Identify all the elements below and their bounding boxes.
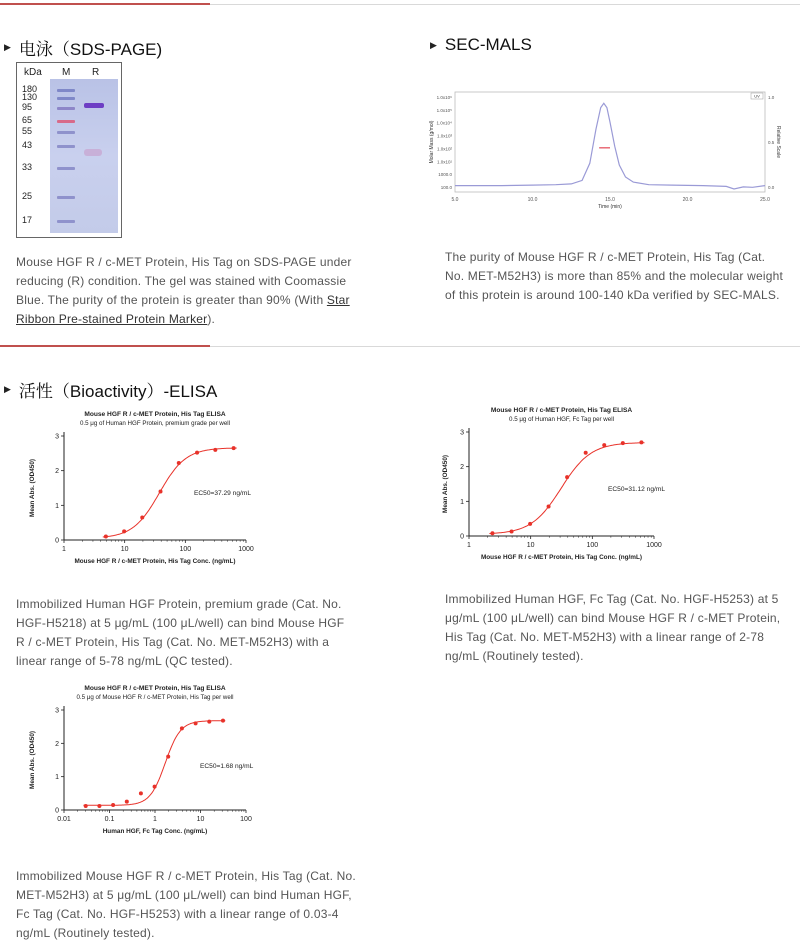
elisa3-y-tick-label: 0 xyxy=(55,807,59,815)
gel-marker-label: 95 xyxy=(22,102,33,112)
elisa2-data-point xyxy=(547,505,551,509)
gel-lane-label-m: M xyxy=(62,67,71,78)
elisa-chart-1 xyxy=(20,408,290,574)
elisa1-x-tick-label: 100 xyxy=(179,546,192,553)
elisa3-ec50-annotation: EC50=1.68 ng/mL xyxy=(200,763,254,770)
elisa3-y-tick-label: 2 xyxy=(55,740,59,748)
elisa3-x-tick-label: 1 xyxy=(153,816,157,823)
mid-divider xyxy=(210,346,800,347)
sec-mals-heading xyxy=(430,35,532,55)
sec-y-tick-label: 1.0x10¹ xyxy=(436,159,452,165)
elisa1-data-point xyxy=(122,529,126,533)
elisa3-x-tick-label: 0.01 xyxy=(57,816,71,823)
elisa2-data-point xyxy=(639,440,643,444)
elisa3-x-tick-label: 100 xyxy=(240,816,252,823)
elisa1-data-point xyxy=(159,489,163,493)
elisa2-data-point xyxy=(490,531,494,535)
elisa2-ec50-annotation: EC50=31.12 ng/mL xyxy=(608,486,666,493)
elisa3-y-axis-label: Mean Abs. (OD450) xyxy=(29,730,36,790)
top-accent-line xyxy=(0,3,210,5)
elisa1-y-tick-label: 2 xyxy=(55,468,59,476)
sec-mals-caption: The purity of Mouse HGF R / c-MET Protein, His Tag (Cat. No. MET-M52H3) is more than 85% and the molecular weight of this protein is around 100-140 kDa verified by SEC-MALS. xyxy=(445,250,784,302)
gel-marker-label: 130 xyxy=(22,92,38,102)
sec-x-tick-label: 10.0 xyxy=(527,197,538,203)
elisa-heading xyxy=(4,377,217,402)
elisa1-x-tick-label: 1000 xyxy=(238,546,254,553)
sds-page-title: 电泳（SDS-PAGE) xyxy=(18,40,163,59)
sec-y2-axis-label: Relative Scale xyxy=(775,126,781,158)
elisa2-x-tick-label: 1000 xyxy=(646,542,662,549)
elisa1-x-tick-label: 1 xyxy=(62,546,66,553)
gel-marker-label: 43 xyxy=(22,140,33,150)
elisa2-y-tick-label: 2 xyxy=(460,464,464,472)
sec-y-tick-label: 1.0x10² xyxy=(436,146,452,152)
elisa1-y-tick-label: 3 xyxy=(55,433,59,441)
mid-accent-line xyxy=(0,345,210,347)
gel-marker-band xyxy=(57,107,75,110)
gel-marker-band xyxy=(57,196,75,199)
elisa1-x-tick-label: 10 xyxy=(120,546,129,553)
sec-x-axis-label: Time (min) xyxy=(598,204,622,210)
elisa3-title: Mouse HGF R / c-MET Protein, His Tag ELISA xyxy=(84,685,226,692)
gel-marker-label: 25 xyxy=(22,191,33,201)
gel-marker-label: 33 xyxy=(22,162,33,172)
elisa3-data-point xyxy=(111,803,115,807)
elisa-title: 活性（Bioactivity）-ELISA xyxy=(18,382,218,401)
sec-mals-title: SEC-MALS xyxy=(444,35,532,54)
elisa1-y-tick-label: 0 xyxy=(55,537,59,545)
bullet-triangle-icon: ▶ xyxy=(4,384,11,394)
sec-x-tick-label: 20.0 xyxy=(682,197,693,203)
elisa-chart-2 xyxy=(436,404,706,570)
elisa3-x-axis-label: Human HGF, Fc Tag Conc. (ng/mL) xyxy=(102,828,208,835)
elisa2-y-tick-label: 0 xyxy=(460,533,464,541)
sds-caption-end: ). xyxy=(207,312,216,326)
sec-mals-chart xyxy=(425,82,780,212)
elisa1-y-axis-label: Mean Abs. (OD450) xyxy=(29,458,36,518)
gel-marker-label: 17 xyxy=(22,215,33,225)
sec-y-tick-label: 100.0 xyxy=(440,185,452,190)
elisa2-x-axis-label: Mouse HGF R / c-MET Protein, His Tag Conc. (ng/mL) xyxy=(480,554,643,561)
sds-gel-image xyxy=(16,62,122,238)
elisa1-y-tick-label: 1 xyxy=(55,502,59,510)
elisa3-subtitle: 0.5 μg of Mouse HGF R / c-MET Protein, His Tag per well xyxy=(76,694,234,701)
top-divider xyxy=(210,4,800,5)
sec-y-tick-label: 1.0x10⁵ xyxy=(436,107,452,113)
bullet-triangle-icon: ▶ xyxy=(430,39,437,50)
faint-band xyxy=(84,149,102,156)
sec-y2-tick-label: 1.0 xyxy=(768,95,775,100)
gel-marker-label: 55 xyxy=(22,126,33,136)
elisa2-data-point xyxy=(510,529,514,533)
gel-body xyxy=(50,79,118,233)
elisa2-y-axis-label: Mean Abs. (OD450) xyxy=(442,454,449,514)
elisa3-data-point xyxy=(207,720,211,724)
sec-y2-tick-label: 0.5 xyxy=(768,140,775,145)
sds-page-caption xyxy=(16,253,356,329)
reduced-sample-band xyxy=(84,103,104,108)
elisa3-data-point xyxy=(84,804,88,808)
sec-legend-label: UV xyxy=(754,93,760,99)
elisa-caption-3: Immobilized Mouse HGF R / c-MET Protein, His Tag (Cat. No. MET-M52H3) at 5 μg/mL (100 μL/well) can bind Human HGF, Fc Tag (Cat. No. HGF-H5253) with a linear range of 0.03-4 ng/mL (Routinely tested). xyxy=(16,869,356,940)
elisa2-subtitle: 0.5 μg of Human HGF, Fc Tag per well xyxy=(509,416,614,423)
elisa2-data-point xyxy=(602,443,606,447)
elisa2-title: Mouse HGF R / c-MET Protein, His Tag ELISA xyxy=(490,407,633,414)
elisa1-data-point xyxy=(140,515,144,519)
elisa-caption-2: Immobilized Human HGF, Fc Tag (Cat. No. HGF-H5253) at 5 μg/mL (100 μL/well) can bind Mouse HGF R / c-MET Protein, His Tag (Cat. No. MET-M52H3) with a linear range of 2-78 ng/mL (Routinely tested). xyxy=(445,592,781,663)
elisa1-data-point xyxy=(232,446,236,450)
gel-marker-band xyxy=(57,145,75,148)
elisa2-x-tick-label: 100 xyxy=(586,542,599,549)
gel-marker-band xyxy=(57,89,75,92)
elisa-chart-3 xyxy=(20,682,290,842)
elisa3-data-point xyxy=(153,785,157,789)
elisa1-subtitle: 0.5 μg of Human HGF Protein, premium grade per well xyxy=(79,420,231,427)
elisa1-data-point xyxy=(104,535,108,539)
sec-y-tick-label: 1.0x10⁶ xyxy=(436,95,452,100)
elisa1-data-point xyxy=(213,448,217,452)
elisa3-x-tick-label: 0.1 xyxy=(104,816,115,823)
elisa2-x-tick-label: 10 xyxy=(526,542,535,549)
elisa2-x-tick-label: 1 xyxy=(467,542,471,549)
elisa2-data-point xyxy=(584,451,588,455)
elisa1-data-point xyxy=(195,451,199,455)
sds-caption-text: Mouse HGF R / c-MET Protein, His Tag on SDS-PAGE under reducing (R) condition. The gel was stained with Coomassie Blue. The purity of the protein is greater than 90% (With xyxy=(16,255,352,307)
sec-x-tick-label: 25.0 xyxy=(760,197,770,203)
gel-marker-band xyxy=(57,220,75,223)
sds-page-heading xyxy=(4,35,162,60)
elisa3-data-point xyxy=(139,791,143,795)
gel-marker-band xyxy=(57,131,75,134)
elisa3-data-point xyxy=(125,800,129,804)
elisa3-y-tick-label: 3 xyxy=(55,707,59,715)
gel-unit-label: kDa xyxy=(24,67,42,78)
elisa1-x-axis-label: Mouse HGF R / c-MET Protein, His Tag Conc. (ng/mL) xyxy=(74,558,236,565)
elisa3-data-point xyxy=(97,804,101,808)
sec-y2-tick-label: 0.0 xyxy=(768,185,775,190)
sec-y-tick-label: 1.0x10⁴ xyxy=(436,120,452,126)
bullet-triangle-icon: ▶ xyxy=(4,42,11,52)
gel-marker-band xyxy=(57,120,75,123)
sec-x-tick-label: 15.0 xyxy=(605,197,615,203)
elisa1-ec50-annotation: EC50=37.29 ng/mL xyxy=(194,490,252,497)
sec-y-axis-label: Molar Mass (g/mol) xyxy=(429,120,435,164)
elisa2-data-point xyxy=(528,522,532,526)
gel-marker-band xyxy=(57,97,75,100)
elisa2-y-tick-label: 1 xyxy=(460,498,464,506)
sec-plot-frame xyxy=(455,92,765,192)
sec-x-tick-label: 5.0 xyxy=(451,197,459,203)
gel-marker-label: 180 xyxy=(22,84,38,94)
sec-uv-trace xyxy=(455,103,765,189)
elisa3-data-point xyxy=(180,726,184,730)
elisa1-title: Mouse HGF R / c-MET Protein, His Tag ELISA xyxy=(84,411,226,418)
elisa2-y-tick-label: 3 xyxy=(460,429,464,437)
elisa3-data-point xyxy=(166,755,170,759)
elisa3-data-point xyxy=(221,719,225,723)
sec-y-tick-label: 1000.0 xyxy=(438,172,452,178)
elisa2-data-point xyxy=(565,475,569,479)
elisa3-x-tick-label: 10 xyxy=(196,816,205,823)
gel-marker-band xyxy=(57,167,75,170)
gel-marker-label: 65 xyxy=(22,115,33,125)
elisa1-data-point xyxy=(177,461,181,465)
elisa3-data-point xyxy=(194,721,198,725)
marker-link[interactable]: Star Ribbon Pre-stained Protein Marker xyxy=(16,293,350,326)
gel-lane-label-r: R xyxy=(92,67,100,78)
sec-y-tick-label: 1.0x10³ xyxy=(436,133,452,139)
elisa3-y-tick-label: 1 xyxy=(55,774,59,782)
elisa-caption-1: Immobilized Human HGF Protein, premium grade (Cat. No. HGF-H5218) at 5 μg/mL (100 μL/well) can bind Mouse HGF R / c-MET Protein, His Tag (Cat. No. MET-M52H3) with a linear range of 5-78 ng/mL (QC tested). xyxy=(16,597,345,668)
elisa2-data-point xyxy=(621,441,625,445)
